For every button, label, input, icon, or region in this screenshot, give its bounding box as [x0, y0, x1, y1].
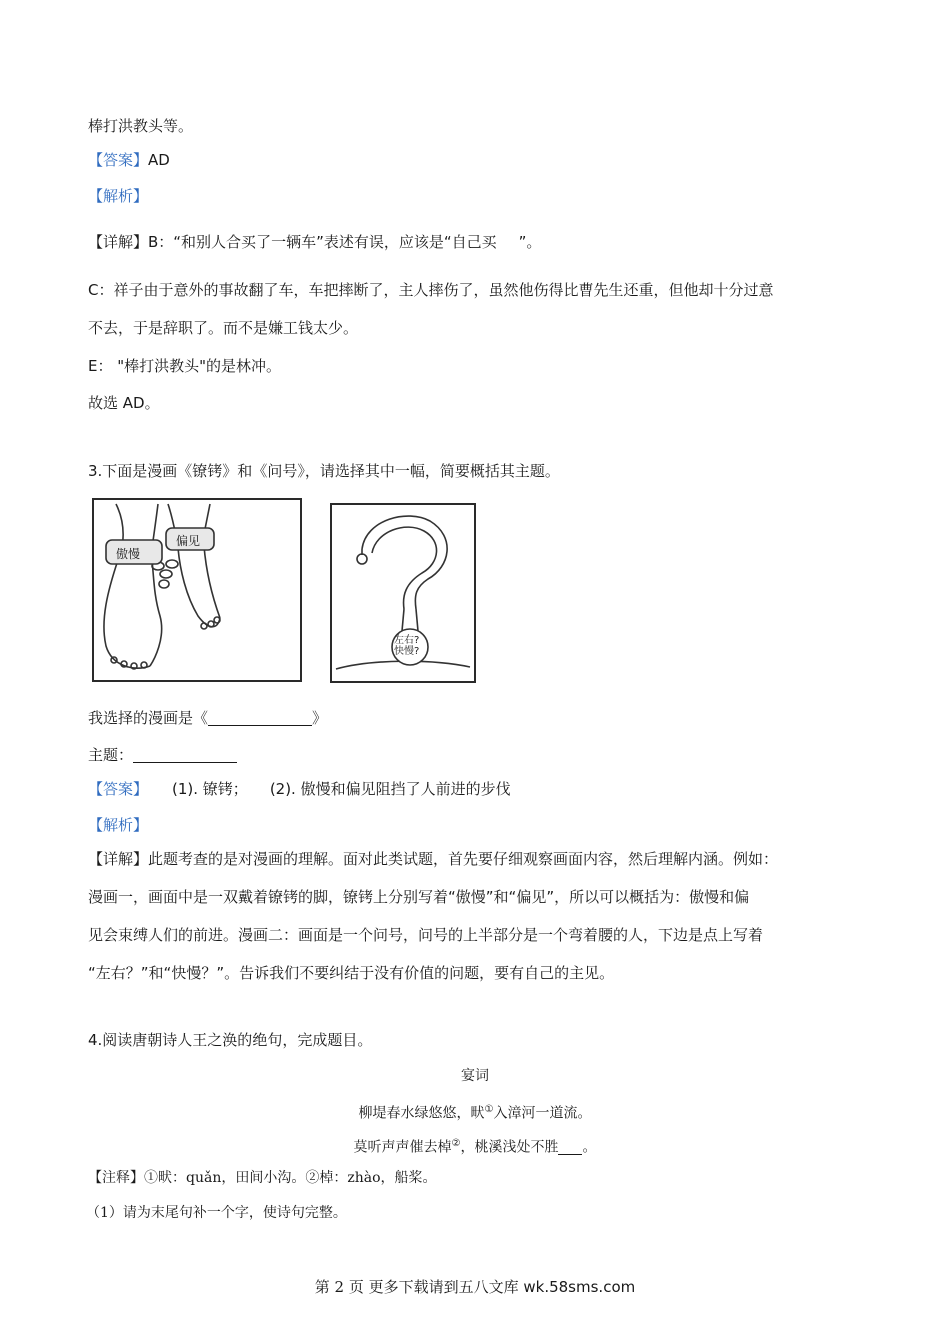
answer-line	[88, 150, 170, 170]
comic-shackles-image	[92, 498, 302, 682]
detail-line-c2: 不去，于是辞职了。而不是嫌工钱太少。	[88, 319, 359, 337]
choice-suffix: 》	[312, 709, 328, 727]
analysis-tag: 【解析】	[88, 187, 149, 205]
cuff-label-arrogance: 傲慢	[116, 547, 141, 561]
answer-tag: 【答案】	[88, 151, 149, 169]
choice-line	[88, 708, 327, 728]
detail-line-b	[88, 232, 541, 252]
footer-site-link[interactable]: wk.58sms.com	[523, 1278, 636, 1296]
theme-label: 主题：	[88, 746, 134, 764]
q3-answer-line	[88, 779, 511, 799]
poem-line-1-text: 柳堤春水绿悠悠，畎	[358, 1105, 485, 1122]
comic-question-mark-image	[330, 503, 476, 683]
theme-line	[88, 745, 237, 765]
cuff-label-prejudice: 偏见	[176, 534, 201, 548]
ball-label-fast-slow: 快慢?	[394, 646, 420, 657]
poem-title: 宴词	[461, 1068, 489, 1084]
question-3: 3.下面是漫画《镣铐》和《问号》，请选择其中一幅，简要概括其主题。	[88, 462, 560, 480]
question-4: 4.阅读唐朝诗人王之涣的绝句，完成题目。	[88, 1031, 373, 1049]
q3-answer-2: (2). 傲慢和偏见阻挡了人前进的步伐	[269, 780, 511, 798]
detail-b-text: 【详解】B：“和别人合买了一辆车”表述有误，应该是“自己买	[88, 233, 497, 251]
poem-line-2-text: 莫听声声催去棹	[353, 1139, 452, 1156]
poem-line-2-rest: ，桃溪浅处不胜	[460, 1139, 559, 1156]
ball-label	[394, 635, 419, 657]
q3-detail-4: “左右？”和“快慢？”。告诉我们不要纠结于没有价值的问题，要有自己的主见。	[88, 964, 615, 982]
q3-answer-tag: 【答案】	[88, 780, 149, 798]
q3-detail-1: 【详解】此题考查的是对漫画的理解。面对此类试题，首先要仔细观察画面内容，然后理解内涵。例如：	[88, 850, 779, 868]
q3-detail-3: 见会束缚人们的前进。漫画二：画面是一个问号，问号的上半部分是一个弯着腰的人，下边是点上写着	[88, 926, 764, 944]
poem-line-2-end: 。	[582, 1139, 597, 1156]
choice-prefix: 我选择的漫画是《	[88, 709, 209, 727]
q3-analysis-tag: 【解析】	[88, 816, 149, 834]
answer-value: AD	[148, 151, 170, 169]
choice-blank[interactable]	[208, 709, 312, 726]
q3-detail-2: 漫画一，画面中是一双戴着镣铐的脚，镣铐上分别写着“傲慢”和“偏见”，所以可以概括为：傲慢和偏	[88, 888, 750, 906]
shackles-drawing	[94, 500, 300, 680]
ball-label-left-right: 左右?	[394, 635, 420, 646]
conclusion-line: 故选 AD。	[88, 394, 160, 412]
detail-b-end: ”。	[518, 233, 542, 251]
poem-line-1-rest: 入漳河一道流。	[493, 1105, 592, 1122]
poem-note: 【注释】①畎：quǎn，田间小沟。②棹：zhào，船桨。	[88, 1170, 437, 1186]
detail-line-e: E： "棒打洪教头"的是林冲。	[88, 357, 282, 375]
sub-question-1: （1）请为末尾句补一个字，使诗句完整。	[86, 1205, 347, 1221]
detail-line-c1: C：祥子由于意外的事故翻了车，车把摔断了，主人摔伤了，虽然他伤得比曹先生还重，但他却十分过意	[88, 281, 774, 299]
q3-answer-1: (1). 镣铐；	[172, 780, 248, 798]
poem-note-mark-2: ②	[451, 1138, 461, 1149]
footer-page-text: 第 2 页 更多下载请到五八文库	[314, 1278, 524, 1296]
poem-line-1	[0, 1100, 950, 1124]
previous-text-line: 棒打洪教头等。	[88, 117, 194, 135]
theme-blank[interactable]	[133, 746, 237, 763]
page-footer	[0, 1276, 950, 1297]
poem-note-mark-1: ①	[484, 1104, 494, 1115]
poem-blank[interactable]	[558, 1138, 582, 1155]
poem-line-2	[0, 1134, 950, 1158]
